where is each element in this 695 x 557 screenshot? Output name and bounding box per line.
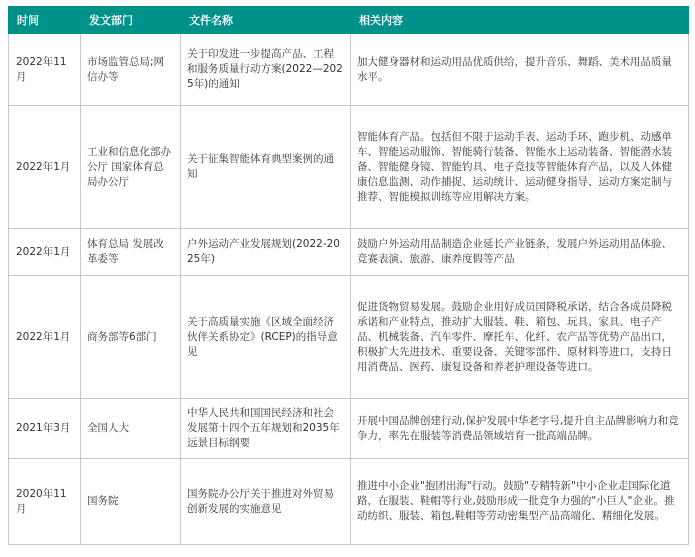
cell-doc: 户外运动产业发展规划(2022-2025年)	[181, 229, 351, 276]
cell-doc: 关于高质量实施《区域全面经济伙伴关系协定》(RCEP)的指导意见	[181, 276, 351, 399]
cell-time: 2020年11月	[9, 459, 81, 545]
table-row	[9, 399, 689, 459]
table-row	[9, 106, 689, 229]
cell-time: 2022年1月	[9, 276, 81, 399]
cell-time: 2022年1月	[9, 229, 81, 276]
cell-content: 鼓励户外运动用品制造企业延长产业链条，发展户外运动用品体验、竞赛表演、旅游、康养度假等产品	[351, 229, 689, 276]
cell-content: 推进中小企业"抱团出海"行动。鼓励"专精特新"中小企业走国际化道路，在服装、鞋帽等行业,鼓励形成一批竞争力强的"小巨人"企业。推动纺织、服装、箱包,鞋帽等劳动密集型产品高端化、精细化发展。	[351, 459, 689, 545]
cell-time: 2022年11月	[9, 34, 81, 106]
cell-doc: 关于征集智能体育典型案例的通知	[181, 106, 351, 229]
table-row	[9, 34, 689, 106]
table-row	[9, 459, 689, 545]
header-content: 相关内容	[351, 7, 689, 34]
cell-dept: 工业和信息化部办公厅 国家体育总局办公厅	[81, 106, 181, 229]
header-time: 时间	[9, 7, 81, 34]
header-row	[9, 7, 689, 34]
cell-dept: 体育总局 发展改革委等	[81, 229, 181, 276]
cell-content: 加大健身器材和运动用品优质供给，提升音乐、舞蹈、美术用品质量水平。	[351, 34, 689, 106]
cell-dept: 全国人大	[81, 399, 181, 459]
cell-doc: 中华人民共和国国民经济和社会发展第十四个五年规划和2035年远景目标纲要	[181, 399, 351, 459]
cell-content: 促进货物贸易发展。鼓励企业用好成员国降税承诺，结合各成员降税承诺和产业特点，推动扩大服装、鞋、箱包、玩具、家具、电子产品、机械装备、汽车零件、摩托车、化纤、农产品等优势产品出口，积极扩大先进技术、重要设备、关键零部件、原材料等进口，支持日用消费品、医药、康复设备和养老护理设备等进口。	[351, 276, 689, 399]
cell-time: 2022年1月	[9, 106, 81, 229]
cell-dept: 市场监管总局;网信办等	[81, 34, 181, 106]
table-row	[9, 276, 689, 399]
header-dept: 发文部门	[81, 7, 181, 34]
cell-doc: 国务院办公厅关于推进对外贸易创新发展的实施意见	[181, 459, 351, 545]
cell-time: 2021年3月	[9, 399, 81, 459]
cell-content: 智能体育产品。包括但不限于运动手表、运动手环、跑步机、动感单车、智能运动服饰、智能骑行装备、智能水上运动装备、智能潜水装备、智能健身镜、智能钓具、电子竞技等智能体育产品，以及人体健康信息监测、动作捕捉、运动统计、运动健身指导、运动方案定制与推荐、智能模拟训练等应用解决方案。	[351, 106, 689, 229]
cell-dept: 国务院	[81, 459, 181, 545]
policy-table	[8, 6, 689, 545]
table-row	[9, 229, 689, 276]
cell-content: 开展中国品牌创建行动,保护发展中华老字号,提升自主品牌影响力和竞争力，率先在服装等消费品领域培育一批高端品牌。	[351, 399, 689, 459]
header-doc: 文件名称	[181, 7, 351, 34]
cell-doc: 关于印发进一步提高产品、工程和服务质量行动方案(2022—2025年)的通知	[181, 34, 351, 106]
cell-dept: 商务部等6部门	[81, 276, 181, 399]
